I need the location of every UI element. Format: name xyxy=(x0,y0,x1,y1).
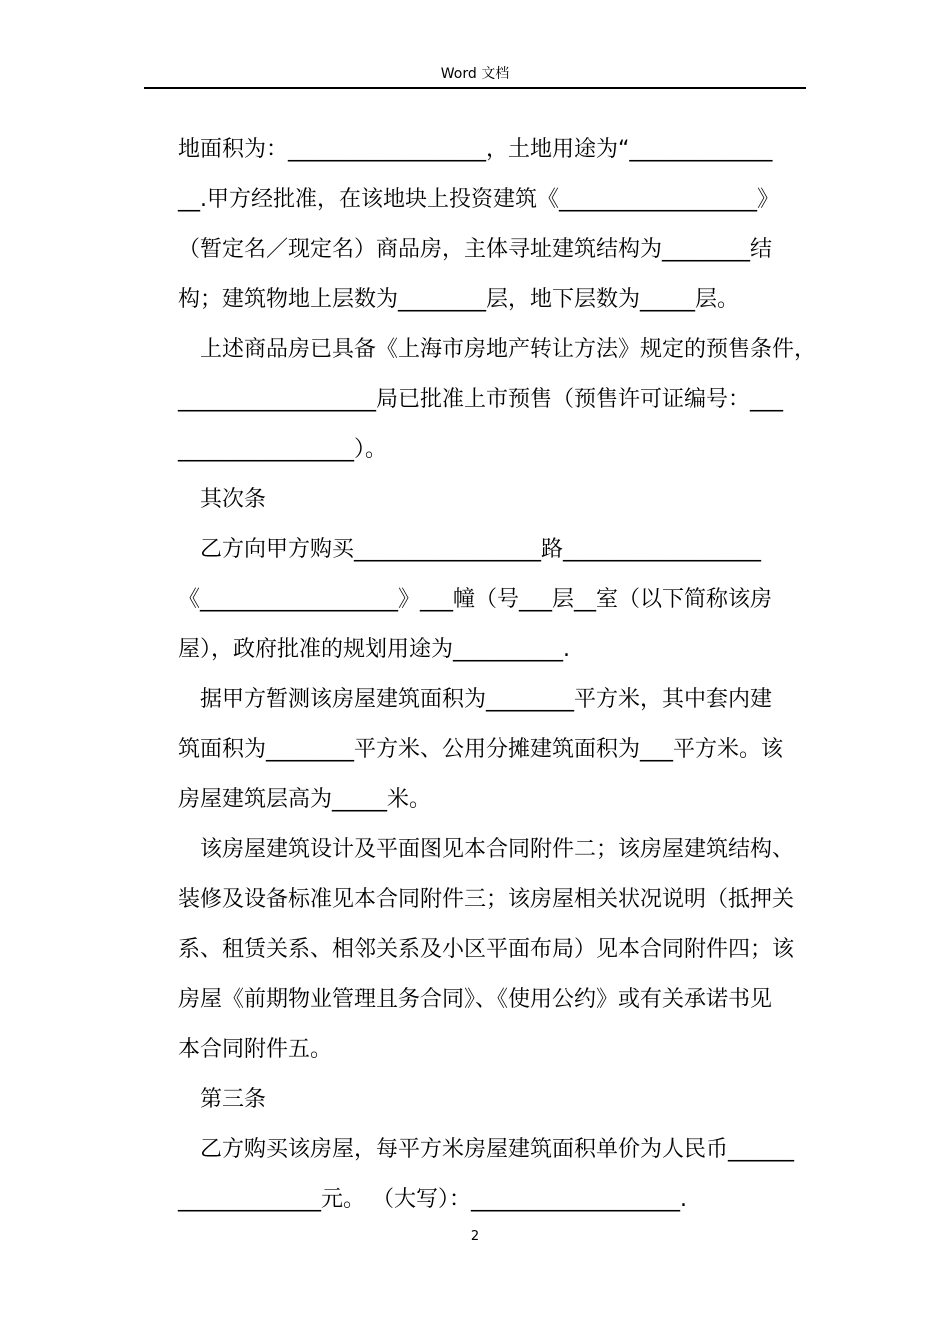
section-heading: 第三条 xyxy=(200,1087,267,1112)
text-line: 该房屋建筑设计及平面图见本合同附件二；该房屋建筑结构、 xyxy=(200,837,795,862)
text-line: 房屋《前期物业管理且务合同》、《使用公约》或有关承诺书见 xyxy=(178,987,773,1012)
text-line: _____________元。 （大写）：___________________. xyxy=(178,1187,687,1212)
text-line: 上述商品房已具备《上海市房地产转让方法》规定的预售条件， xyxy=(200,337,817,362)
text-line: 装修及设备标准见本合同附件三；该房屋相关状况说明（抵押关 xyxy=(178,887,795,912)
text-line: 筑面积为________平方米、公用分摊建筑面积为___平方米。该 xyxy=(178,737,784,762)
text-line: 《__________________》___幢（号___层__室（以下简称该房 xyxy=(178,587,773,612)
text-line: 系、租赁关系、相邻关系及小区平面布局）见本合同附件四；该 xyxy=(178,937,795,962)
text-line: 乙方向甲方购买_________________路__________________ xyxy=(200,537,762,562)
text-line: ________________）。 xyxy=(178,437,388,462)
text-line: 据甲方暂测该房屋建筑面积为________平方米，其中套内建 xyxy=(200,687,773,712)
header-title: Word 文档 xyxy=(440,66,510,82)
text-line: __.甲方经批准，在该地块上投资建筑《__________________》 xyxy=(178,187,779,212)
header-divider xyxy=(144,87,806,89)
section-heading: 其次条 xyxy=(200,487,267,512)
page-number: 2 xyxy=(470,1229,480,1244)
text-line: 房屋建筑层高为_____米。 xyxy=(178,787,432,812)
text-line: 屋），政府批准的规划用途为__________. xyxy=(178,637,570,662)
text-line: __________________局已批准上市预售（预售许可证编号：___ xyxy=(178,387,784,412)
text-line: 乙方购买该房屋，每平方米房屋建筑面积单价为人民币______ xyxy=(200,1137,795,1162)
text-line: 地面积为：__________________，土地用途为“_____________ xyxy=(178,137,773,162)
text-line: 构；建筑物地上层数为________层，地下层数为_____层。 xyxy=(178,287,740,312)
text-line: 本合同附件五。 xyxy=(178,1037,333,1062)
text-line: （暂定名／现定名）商品房，主体寻址建筑结构为________结 xyxy=(178,237,773,262)
